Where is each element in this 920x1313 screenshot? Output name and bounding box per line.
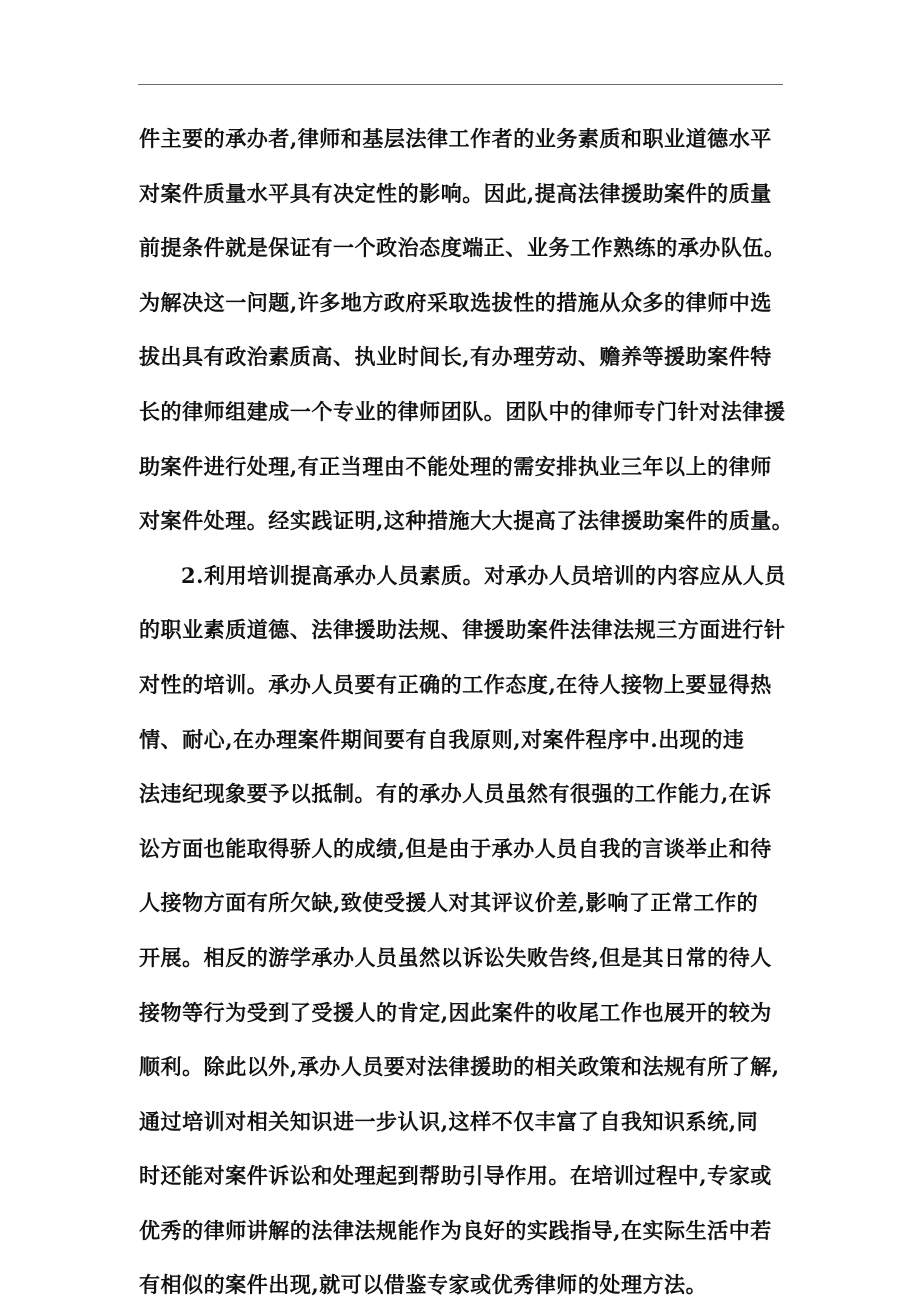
- text-line: 人接物方面有所欠缺,致使受援人对其评议价差,影响了正常工作的: [139, 890, 759, 916]
- header-rule: [138, 84, 783, 85]
- text-line: 助案件进行处理,有正当理由不能处理的需安排执业三年以上的律师: [139, 453, 772, 479]
- text-line: 时还能对案件诉讼和处理起到帮助引导作用。在培训过程中,专家或: [139, 1163, 772, 1189]
- text-line: 为解决这一问题,许多地方政府采取选拔性的措施从众多的律师中选: [139, 289, 772, 315]
- text-line: 法违纪现象要予以抵制。有的承办人员虽然有很强的工作能力,在诉: [139, 781, 772, 807]
- text-line: 通过培训对相关知识进一步认识,这样不仅丰富了自我知识系统,同: [139, 1108, 759, 1134]
- text-line: 件主要的承办者,律师和基层法律工作者的业务素质和职业道德水平: [139, 126, 772, 151]
- text-line: 拔出具有政治素质高、执业时间长,有办理劳动、赡养等援助案件特: [139, 344, 772, 370]
- text-line: 开展。相反的游学承办人员虽然以诉讼失败告终,但是其日常的待人: [139, 944, 772, 970]
- text-line: 对案件处理。经实践证明,这种措施大大提高了法律援助案件的质量。: [139, 508, 794, 534]
- text-line: 顺利。除此以外,承办人员要对法律援助的相关政策和法规有所了解,: [139, 1054, 780, 1080]
- text-line: 接物等行为受到了受援人的肯定,因此案件的收尾工作也展开的较为: [139, 999, 772, 1025]
- paragraph-start-line: 2.利用培训提高承办人员素质。对承办人员培训的内容应从人员: [181, 562, 786, 588]
- text-line: 前提条件就是保证有一个政治态度端正、业务工作熟练的承办队伍。: [139, 235, 786, 261]
- body-text: [139, 112, 794, 1313]
- text-line: 的职业素质道德、法律援助法规、律援助案件法律法规三方面进行针: [139, 617, 786, 643]
- text-line: 对案件质量水平具有决定性的影响。因此,提高法律援助案件的质量: [139, 180, 772, 206]
- text-line: 对性的培训。承办人员要有正确的工作态度,在待人接物上要显得热: [139, 671, 772, 697]
- text-line: 有相似的案件出现,就可以借鉴专家或优秀律师的处理方法。: [139, 1272, 708, 1298]
- text-line: 情、耐心,在办理案件期间要有自我原则,对案件程序中.出现的违: [139, 726, 745, 752]
- text-line: 优秀的律师讲解的法律法规能作为良好的实践指导,在实际生活中若: [139, 1217, 772, 1243]
- text-line: 长的律师组建成一个专业的律师团队。团队中的律师专门针对法律援: [139, 398, 786, 424]
- text-line: 讼方面也能取得骄人的成绩,但是由于承办人员自我的言谈举止和待: [139, 835, 772, 861]
